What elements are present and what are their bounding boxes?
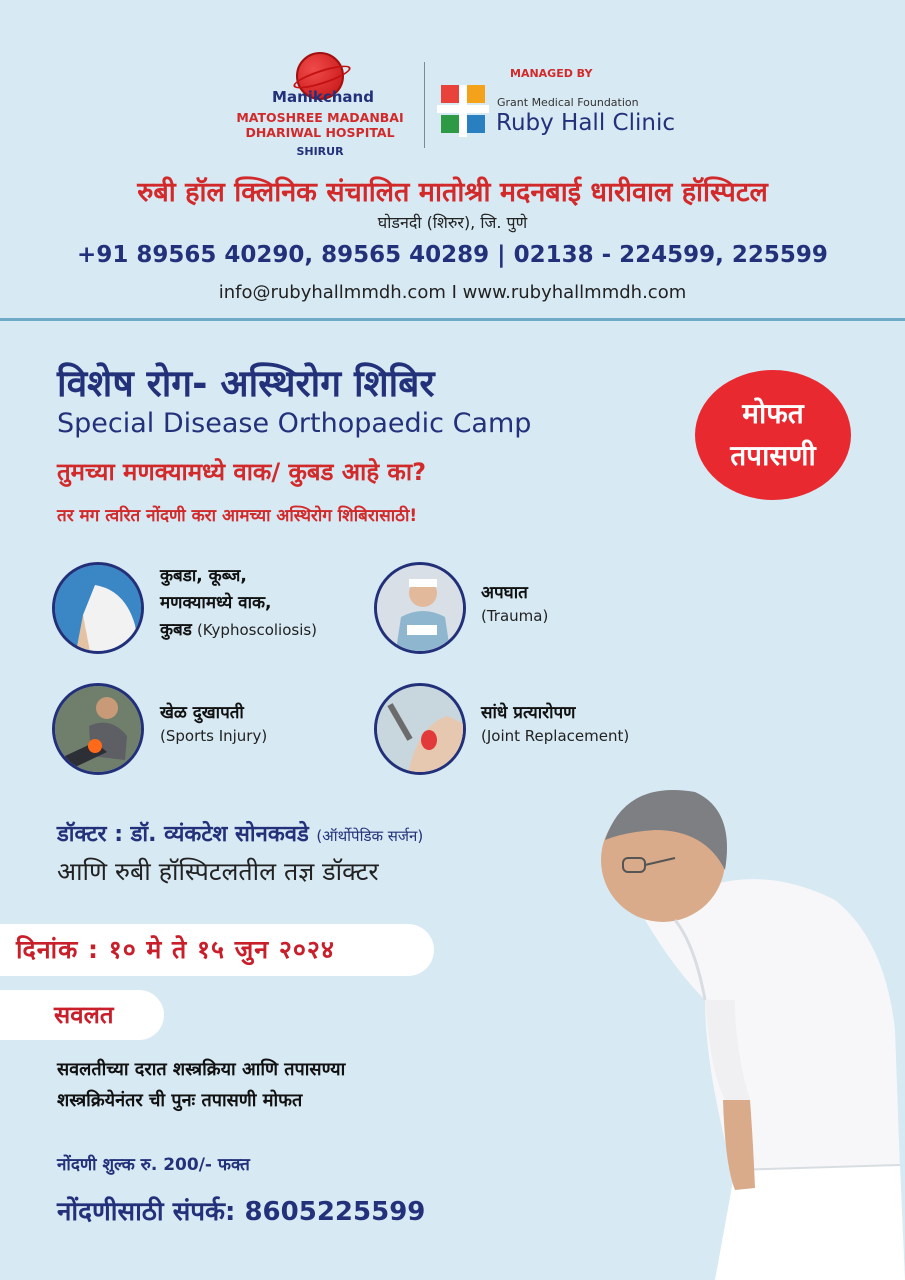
email-website: info@rubyhallmmdh.com I www.rubyhallmmdh.com	[218, 282, 687, 303]
discount-line1: सवलतीच्या दरात शस्त्रक्रिया आणि तपासण्या	[57, 1059, 346, 1080]
hospital-name-line1: MATOSHREE MADANBAI	[236, 110, 404, 125]
brand-name: Manikchand	[272, 88, 374, 106]
hospital-location: SHIRUR	[296, 145, 344, 158]
condition-trauma-mr: अपघात	[481, 583, 528, 603]
condition-trauma	[481, 580, 548, 625]
joint-replacement-photo	[374, 683, 466, 775]
doctor-specialty: (ऑर्थोपेडिक सर्जन)	[316, 827, 424, 845]
registration-contact: नोंदणीसाठी संपर्क: 8605225599	[57, 1197, 426, 1227]
elderly-man-photo	[585, 770, 905, 1280]
condition-kyphosis-en: (Kyphoscoliosis)	[196, 621, 318, 639]
discount-heading: सवलत	[54, 1001, 114, 1029]
camp-question: तुमच्या मणक्यामध्ये वाक/ कुबड आहे का?	[57, 458, 426, 486]
trauma-photo	[374, 562, 466, 654]
doctor-line	[57, 818, 423, 848]
foundation-name: Grant Medical Foundation	[497, 96, 639, 109]
kyphosis-photo	[52, 562, 144, 654]
condition-kyphosis-line2: मणक्यामध्ये वाक,	[160, 593, 272, 613]
condition-sports-mr: खेळ दुखापती	[160, 703, 244, 723]
hospital-address: घोडनदी (शिरुर), जि. पुणे	[377, 213, 528, 232]
medical-cross-logo	[437, 85, 489, 137]
condition-joint-replacement	[481, 700, 629, 745]
clinic-name: Ruby Hall Clinic	[496, 110, 675, 136]
condition-trauma-en: (Trauma)	[481, 607, 549, 625]
hospital-name-line2: DHARIWAL HOSPITAL	[245, 125, 395, 140]
phone-numbers: +91 89565 40290, 89565 40289 | 02138 - 224599, 225599	[77, 242, 828, 268]
camp-title-english: Special Disease Orthopaedic Camp	[57, 408, 532, 439]
logo-divider	[424, 62, 425, 148]
condition-joint-mr: सांधे प्रत्यारोपण	[481, 703, 576, 723]
free-checkup-badge	[695, 370, 851, 500]
condition-sports-injury	[160, 700, 267, 745]
hospital-name	[226, 110, 414, 140]
condition-kyphosis-line3: कुबड	[160, 620, 192, 640]
camp-call-to-action: तर मग त्वरित नोंदणी करा आमच्या अस्थिरोग शिबिरासाठी!	[57, 506, 418, 526]
managed-by-label: MANAGED BY	[510, 67, 593, 80]
condition-joint-en: (Joint Replacement)	[481, 727, 630, 745]
badge-line1: मोफत	[742, 397, 804, 430]
registration-fee: नोंदणी शुल्क रु. 200/- फक्त	[57, 1155, 250, 1175]
condition-kyphosis-line1: कुबडा, कूब्ज,	[160, 566, 247, 586]
doctor-name: डॉक्टर : डॉ. व्यंकटेश सोनकवडे	[57, 822, 309, 847]
hospital-title: रुबी हॉल क्लिनिक संचालित मातोश्री मदनबाई धारीवाल हॉस्पिटल	[137, 177, 768, 208]
header-divider	[0, 318, 905, 321]
camp-date: दिनांक : १० मे ते १५ जुन २०२४	[16, 935, 335, 964]
sports-injury-photo	[52, 683, 144, 775]
condition-kyphosis	[160, 563, 317, 644]
condition-sports-en: (Sports Injury)	[160, 727, 268, 745]
expert-doctors-line: आणि रुबी हॉस्पिटलतील तज्ञ डॉक्टर	[57, 857, 379, 886]
discount-line2: शस्त्रक्रियेनंतर ची पुनः तपासणी मोफत	[57, 1090, 303, 1111]
badge-line2: तपासणी	[730, 439, 816, 472]
camp-title-marathi: विशेष रोग- अस्थिरोग शिबिर	[57, 362, 435, 405]
header-band	[0, 0, 905, 318]
